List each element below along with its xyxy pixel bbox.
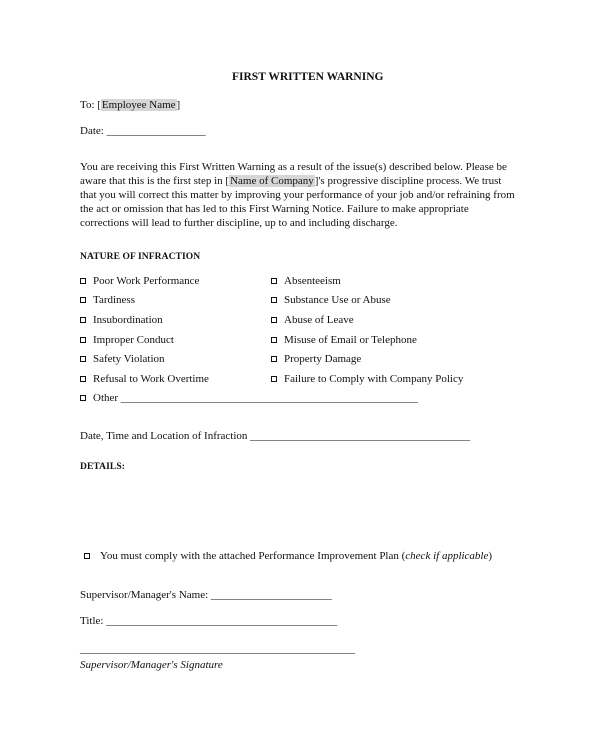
paragraph-text-2: ]'s progressive discipline process. We trust that you will correct this matter by improving your performance of your job and/or refraining from the act or omission that has led to this First Warning Notice. Failure to make appropriate corrections will lead to further discipline, up to and including discharge. <box>80 175 515 229</box>
paragraph-text-1: You are receiving this First Written Warning as a result of the issue(s) described below. Please be aware that this is the first step in [ <box>80 161 507 187</box>
checkbox-item[interactable]: Poor Work Performance <box>80 274 199 289</box>
other-checkbox-item[interactable]: Other ______________________________________________________ <box>80 391 418 406</box>
checkbox-icon[interactable] <box>271 278 277 284</box>
checkbox-icon[interactable] <box>80 395 86 401</box>
intro-paragraph <box>80 160 520 230</box>
pip-checkbox-item[interactable]: You must comply with the attached Performance Improvement Plan (check if applicable) <box>84 549 492 564</box>
checkbox-icon[interactable] <box>80 297 86 303</box>
nature-heading: NATURE OF INFRACTION <box>80 252 201 262</box>
checkbox-icon[interactable] <box>271 376 277 382</box>
checkbox-item[interactable]: Safety Violation <box>80 352 165 367</box>
checkbox-icon[interactable] <box>271 337 277 343</box>
signature-line[interactable]: __________________________________________________ <box>80 643 355 655</box>
checkbox-item[interactable]: Insubordination <box>80 313 163 328</box>
company-name-field[interactable]: Name of Company <box>230 175 314 187</box>
document-title: FIRST WRITTEN WARNING <box>232 71 384 83</box>
date-location-field[interactable]: Date, Time and Location of Infraction ________________________________________ <box>80 430 471 442</box>
signature-label: Supervisor/Manager's Signature <box>80 659 223 671</box>
to-line <box>80 98 180 113</box>
details-heading: DETAILS: <box>80 462 125 472</box>
to-close: ] <box>176 99 181 111</box>
to-label: To: [ <box>80 99 101 111</box>
checkbox-icon[interactable] <box>80 356 86 362</box>
checkbox-item[interactable]: Refusal to Work Overtime <box>80 372 209 387</box>
title-field[interactable]: Title: __________________________________________ <box>80 615 338 627</box>
checkbox-icon[interactable] <box>84 553 90 559</box>
checkbox-item[interactable]: Tardiness <box>80 293 135 308</box>
checkbox-item[interactable]: Improper Conduct <box>80 333 174 348</box>
checkbox-icon[interactable] <box>80 376 86 382</box>
checkbox-icon[interactable] <box>271 356 277 362</box>
supervisor-name-field[interactable]: Supervisor/Manager's Name: ______________________ <box>80 589 332 601</box>
checkbox-item[interactable]: Substance Use or Abuse <box>271 293 391 308</box>
checkbox-icon[interactable] <box>80 278 86 284</box>
checkbox-item[interactable]: Abuse of Leave <box>271 313 354 328</box>
checkbox-item[interactable]: Absenteeism <box>271 274 341 289</box>
checkbox-item[interactable]: Property Damage <box>271 352 361 367</box>
checkbox-icon[interactable] <box>80 337 86 343</box>
checkbox-item[interactable]: Misuse of Email or Telephone <box>271 333 417 348</box>
checkbox-item[interactable]: Failure to Comply with Company Policy <box>271 372 463 387</box>
checkbox-icon[interactable] <box>271 317 277 323</box>
checkbox-icon[interactable] <box>80 317 86 323</box>
date-field[interactable]: Date: __________________ <box>80 125 206 137</box>
employee-name-field[interactable]: Employee Name <box>101 99 176 111</box>
checkbox-icon[interactable] <box>271 297 277 303</box>
